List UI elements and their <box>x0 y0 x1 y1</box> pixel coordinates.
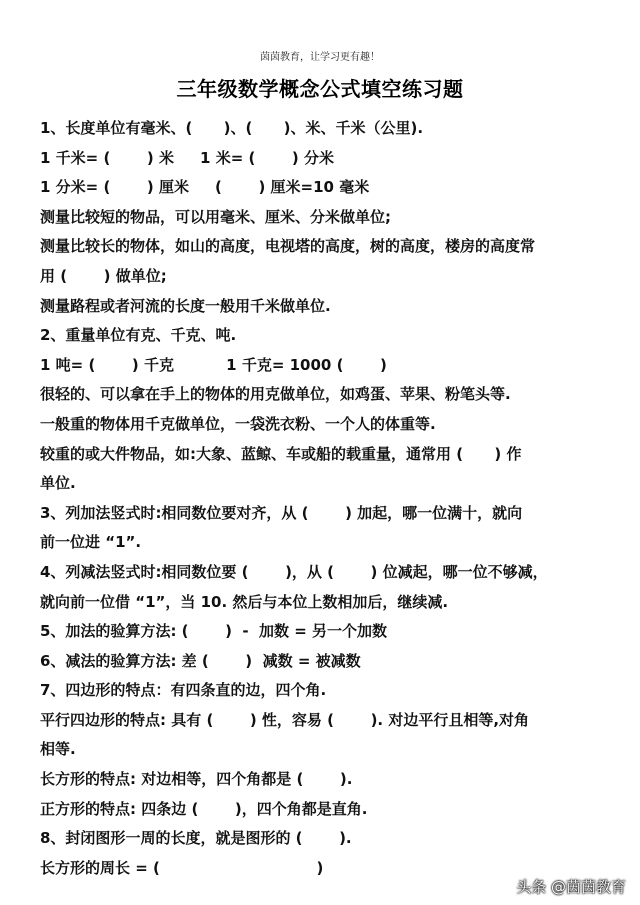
text-line: 长方形的特点: 对边相等，四个角都是 ( ). <box>40 770 353 789</box>
text-line: 1 千米= ( ) 米 1 米= ( ) 分米 <box>40 148 334 167</box>
text-line: 测量比较短的物品，可以用毫米、厘米、分米做单位; <box>40 207 392 226</box>
text-line: 测量比较长的物体，如山的高度，电视塔的高度，树的高度，楼房的高度常 <box>40 237 536 256</box>
text-line: 6、减法的验算方法: 差 ( ) 减数 = 被减数 <box>40 651 361 670</box>
text-line: 1、长度单位有毫米、( )、( )、米、千米（公里). <box>40 119 424 137</box>
text-line: 1 分米= ( ) 厘米 ( ) 厘米=10 毫米 <box>40 178 370 197</box>
text-line: 5、加法的验算方法: ( ) - 加数 = 另一个加数 <box>40 622 388 641</box>
text-line: 平行四边形的特点: 具有 ( ) 性，容易 ( ). 对边平行且相等,对角 <box>40 710 530 729</box>
text-line: 前一位进 “1”. <box>40 533 142 552</box>
header-note: 茵茵教育，让学习更有趣！ <box>260 52 380 63</box>
text-line: 测量路程或者河流的长度一般用千米做单位. <box>40 296 331 315</box>
text-line: 很轻的、可以拿在手上的物体的用克做单位，如鸡蛋、苹果、粉笔头等. <box>40 385 511 404</box>
text-line: 长方形的周长 = ( ) <box>40 858 324 877</box>
text-line: 就向前一位借 “1”，当 10. 然后与本位上数相加后，继续减. <box>40 592 449 611</box>
text-line: 3、列加法竖式时:相同数位要对齐，从 ( ) 加起，哪一位满十，就向 <box>40 503 523 522</box>
text-line: 4、列减法竖式时:相同数位要 ( )，从 ( ) 位减起，哪一位不够减， <box>40 562 548 581</box>
text-line: 相等. <box>40 740 76 759</box>
text-line: 8、封闭图形一周的长度，就是图形的 ( ). <box>40 829 352 848</box>
text-line: 较重的或大件物品，如:大象、蓝鲸、车或船的载重量，通常用 ( ) 作 <box>40 444 522 463</box>
page-title: 三年级数学概念公式填空练习题 <box>176 77 464 101</box>
text-line: 7、四边形的特点：有四条直的边，四个角. <box>40 681 327 700</box>
text-line: 正方形的特点: 四条边 ( )，四个角都是直角. <box>40 799 368 818</box>
text-line: 1 吨= ( ) 千克 1 千克= 1000 ( ) <box>40 355 387 374</box>
text-line: 2、重量单位有克、千克、吨. <box>40 326 237 345</box>
text-line: 用 ( ) 做单位; <box>40 266 167 285</box>
text-line: 一般重的物体用千克做单位，一袋洗衣粉、一个人的体重等. <box>40 414 436 433</box>
text-line: 单位. <box>40 474 76 493</box>
worksheet-body <box>40 114 620 883</box>
watermark: 头条 @茵茵教育 <box>516 878 626 896</box>
